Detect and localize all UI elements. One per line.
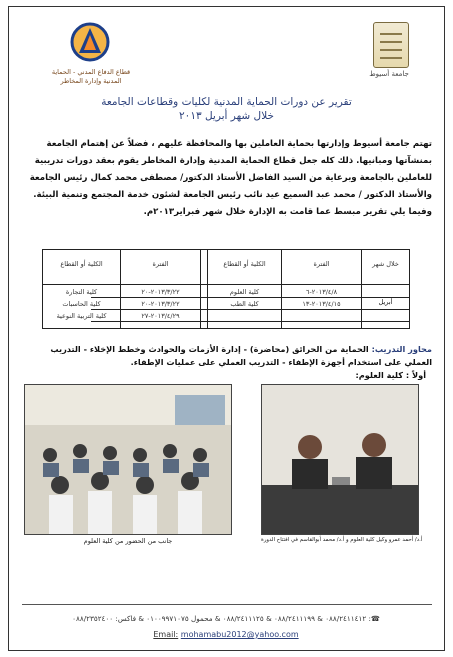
faculty-cell: كلية التربية النوعية	[56, 312, 107, 320]
topics-label: محاور التدريب:	[371, 344, 432, 354]
faculty-cell: كلية العلوم	[229, 288, 260, 296]
period-cell: ٢٠١٣/٤/٢٩-٢٧	[141, 312, 180, 320]
period-column-1	[281, 250, 361, 328]
table-row-divider	[91, 297, 409, 298]
schedule-table	[42, 249, 410, 329]
university-logo	[373, 22, 409, 68]
footer-phones: ☎: ٠٨٨/٢٤١١٤١٢ & ٠٨٨/٢٤١١١٩٩ & ٠٨٨/٢٤١١١٢٥ & محمول ٠١٠٠٩٩٧١٠٧٥ & فاكس: ٠٨٨/٢٣٥٢٤٠٠	[72, 614, 380, 623]
period-cell: ٢٠١٣/٣/٢٢-٢٠	[141, 288, 180, 296]
sector-caption: قطاع الدفاع المدني - الحماية المدنية وإدارة المخاطر	[51, 68, 131, 85]
training-topics	[22, 343, 432, 382]
footer-email	[14, 630, 438, 639]
email-link[interactable]: mohamabu2012@yahoo.com	[180, 630, 299, 639]
month-column	[361, 250, 409, 328]
speakers-caption: أ.د/ أحمد عمرو وكيل كلية العلوم و أ.د/ محمد أبوالقاسم في افتتاح الدورة	[261, 537, 423, 543]
report-subtitle: خلال شهر أبريل ٢٠١٣	[179, 110, 274, 122]
faculty-column-1	[207, 250, 281, 328]
topics-text: الحماية من الحرائق (محاضرة) - إدارة الأزمات والحوادث وخطط الإخلاء - التدريب العملي على استخدام أجهزة الإطفاء - التدريب العملي على عمليات الإطفاء.	[50, 344, 432, 367]
footer-divider	[22, 604, 432, 605]
period-cell: ٢٠١٣/٤/١٥-١٣	[302, 300, 341, 308]
faculty-column-2	[43, 250, 120, 328]
period-cell: ٢٠١٣/٤/٨-٦	[305, 288, 338, 296]
report-title: تقرير عن دورات الحماية المدنية لكليات وقطاعات الجامعة	[101, 96, 352, 108]
header-faculty-1: الكلية أو القطاع	[223, 260, 266, 268]
table-gap	[200, 250, 207, 328]
section-heading: أولاً : كلية العلوم:	[355, 370, 426, 380]
table-row-divider	[91, 321, 409, 322]
header-period-1: الفترة	[313, 260, 330, 268]
audience-photo	[24, 384, 232, 535]
period-cell: ٢٠١٣/٣/٢٢-٢٠	[141, 300, 180, 308]
faculty-cell: كلية الحاسبات	[62, 300, 101, 308]
faculty-cell: كلية التجارة	[65, 288, 98, 296]
audience-caption: جانب من الحضور من كلية العلوم	[83, 537, 173, 545]
month-value: أبريل	[378, 298, 393, 306]
faculty-cell: كلية الطب	[230, 300, 259, 308]
header-month: خلال شهر	[372, 260, 399, 268]
header-period-2: الفترة	[152, 260, 169, 268]
table-header-divider	[43, 284, 409, 285]
university-name: جامعة أسيوط	[369, 70, 409, 78]
speakers-photo	[261, 384, 419, 535]
civil-defense-logo	[70, 22, 110, 62]
header-faculty-2: الكلية أو القطاع	[60, 260, 103, 268]
table-row-divider	[91, 309, 409, 310]
email-label: Email:	[153, 630, 179, 639]
period-column-2	[120, 250, 200, 328]
intro-paragraph: تهتم جامعة أسيوط وإدارتها بحماية العاملين بها والمحافظة عليهم ، فضلاً عن إهتمام الجامعة بمنشآتها ومبانيها. ذلك كله جعل قطاع الحماية المدنية وإدارة المخاطر يقوم بعقد دورات تدريبية للعاملين بالجامعة وبرعاية من السيد الفاضل الأستاذ الدكتور/ مصطفى محمد كمال رئيس الجامعة والأستاذ الدكتور / محمد عبد السميع عيد نائب رئيس الجامعة لشئون خدمة المجتمع وتنمية البيئة. وفيما يلي تقرير مبسط عما قامت به الإدارة خلال شهر فبراير٢٠١٣م.	[29, 139, 432, 217]
